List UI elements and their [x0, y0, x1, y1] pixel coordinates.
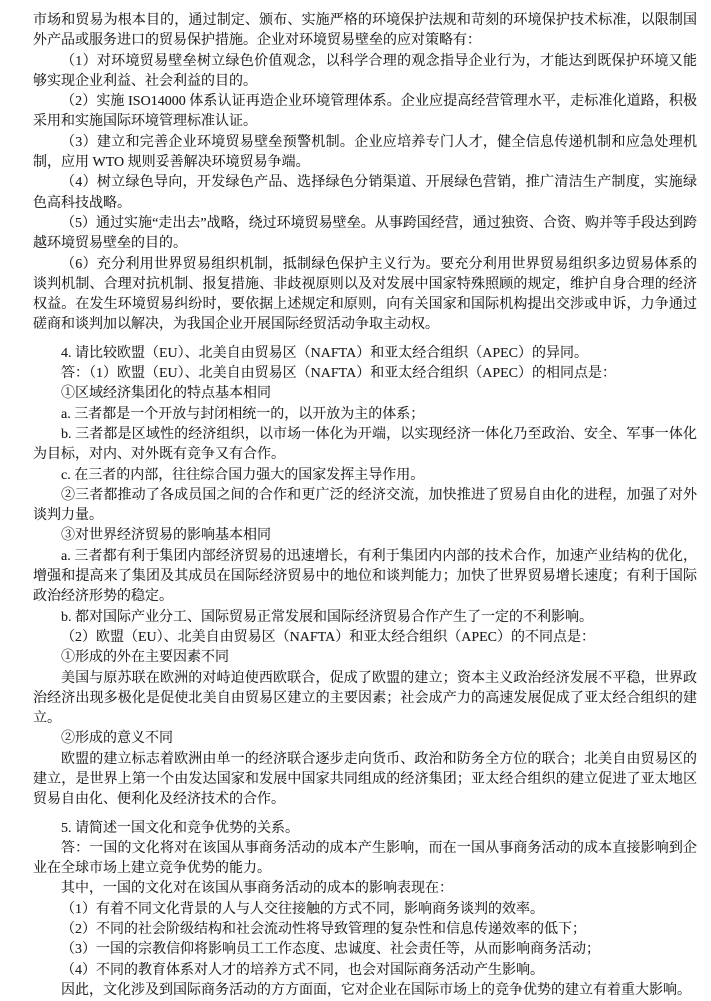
q3-strategy-6: （6）充分利用世界贸易组织机制，抵制绿色保护主义行为。要充分利用世界贸易组织多边贸易体系的谈判机制、合理对抗机制、报复措施、非歧视原则以及对发展中国家特殊照顾的规定，维护自身合理的经济权益。在发生环境贸易纠纷时，要依据上述规定和原则，向有关国家和国际机构提出交涉或申诉，力争通过磋商和谈判加以解决，为我国企业开展国际经贸活动争取主动权。 [33, 256, 697, 333]
q5-impact-4: （4）不同的教育体系对人才的培养方式不同，也会对国际商务活动产生影响。 [61, 962, 544, 978]
section-gap-1 [33, 336, 697, 344]
q3-strategy-5: （5）通过实施“走出去”战略，绕过环境贸易壁垒。从事跨国经营，通过独资、合资、购并等手段达到跨越环境贸易壁垒的目的。 [33, 215, 697, 252]
q4-answer-same-intro: 答：（1）欧盟（EU）、北美自由贸易区（NAFTA）和亚太经合组织（APEC）的相同点是： [61, 366, 616, 382]
q5-question: 5. 请简述一国文化和竞争优势的关系。 [61, 820, 299, 836]
q3-strategy-2: （2）实施 ISO14000 体系认证再造企业环境管理体系。企业应提高经营管理水平，走标准化道路，积极采用和实施国际环境管理标准认证。 [33, 94, 697, 130]
q5-conclusion: 因此，文化涉及到国际商务活动的方方面面，它对企业在国际市场上的竞争优势的建立有着重大影响。 [61, 982, 691, 998]
q4-diff-point-2-body: 欧盟的建立标志着欧洲由单一的经济联合逐步走向货币、政治和防务全方位的联合；北美自由贸易区的建立，是世界上第一个由发达国家和发展中国家共同组成的经济集团；亚太经合组织的建立促进了亚太地区贸易自由化、便利化及经济技术的合作。 [33, 751, 697, 808]
q5-impact-2: （2）不同的社会阶级结构和社会流动性将导致管理的复杂性和信息传递效率的低下； [61, 922, 586, 938]
q4-same-point-3-heading: ③对世界经济贸易的影响基本相同 [61, 528, 271, 544]
q4-same-point-1a: a. 三者都是一个开放与封闭相统一的，以开放为主的体系； [61, 406, 425, 422]
q4-same-point-1c: c. 在三者的内部，往往综合国力强大的国家发挥主导作用。 [61, 467, 425, 483]
q4-same-point-1-heading: ①区域经济集团化的特点基本相同 [61, 386, 271, 402]
q3-strategy-3: （3）建立和完善企业环境贸易壁垒预警机制。企业应培养专门人才，健全信息传递机制和应急处理机制，应用 WTO 规则妥善解决环境贸易争端。 [33, 134, 697, 171]
q3-strategy-1: （1）对环境贸易壁垒树立绿色价值观念，以科学合理的观念指导企业行为，才能达到既保护环境又能够实现企业利益、社会利益的目的。 [33, 53, 697, 89]
q4-diff-point-1-body: 美国与原苏联在欧洲的对峙迫使西欧联合，促成了欧盟的建立；资本主义政治经济发展不平稳，世界政治经济出现多极化是促使北美自由贸易区建立的主要因素；社会成产力的高速发展促成了亚太经合组织的建立。 [33, 670, 697, 727]
q3-strategy-4: （4）树立绿色导向，开发绿色产品、选择绿色分销渠道、开展绿色营销，推广清洁生产制度，实施绿色高科技战略。 [33, 175, 697, 211]
q3-answer-continuation: 市场和贸易为根本目的，通过制定、颁布、实施严格的环境保护法规和苛刻的环境保护技术标准，以限制国外产品或服务进口的贸易保护措施。企业对环境贸易壁垒的应对策略有： [33, 13, 697, 49]
q5-impact-1: （1）有着不同文化背景的人与人交往接触的方式不同，影响商务谈判的效率。 [61, 901, 544, 917]
q4-same-point-1b: b. 三者都是区域性的经济组织，以市场一体化为开端，以实现经济一体化乃至政治、安全、军事一体化为目标，对内、对外既有竞争又有合作。 [33, 426, 697, 463]
section-gap-2 [33, 811, 697, 819]
q4-answer-diff-intro: （2）欧盟（EU）、北美自由贸易区（NAFTA）和亚太经合组织（APEC）的不同点是： [61, 629, 595, 645]
q4-same-point-3b: b. 都对国际产业分工、国际贸易正常发展和国际经济贸易合作产生了一定的不利影响。 [61, 609, 593, 625]
q5-impact-3: （3）一国的宗教信仰将影响员工工作态度、忠诚度、社会责任等，从而影响商务活动； [61, 942, 600, 958]
q5-answer-intro: 答：一国的文化将对在该国从事商务活动的成本产生影响，而在一国从事商务活动的成本直接影响到企业在全球市场上建立竞争优势的能力。 [33, 840, 697, 877]
q5-answer-lead: 其中，一国的文化对在该国从事商务活动的成本的影响表现在： [61, 881, 453, 897]
q4-same-point-2: ②三者都推动了各成员国之间的合作和更广泛的经济交流，加快推进了贸易自由化的进程，加强了对外谈判力量。 [33, 487, 697, 524]
q4-same-point-3a: a. 三者都有利于集团内部经济贸易的迅速增长，有利于集团内内部的技术合作，加速产业结构的优化，增强和提高来了集团及其成员在国际经济贸易中的地位和谈判能力；加快了世界贸易增长速度；有利于国际政治经济形势的稳定。 [33, 548, 697, 605]
q4-question: 4. 请比较欧盟（EU）、北美自由贸易区（NAFTA）和亚太经合组织（APEC）的异同。 [61, 345, 588, 361]
q4-diff-point-2-heading: ②形成的意义不同 [61, 731, 173, 747]
q4-diff-point-1-heading: ①形成的外在主要因素不同 [61, 650, 229, 666]
